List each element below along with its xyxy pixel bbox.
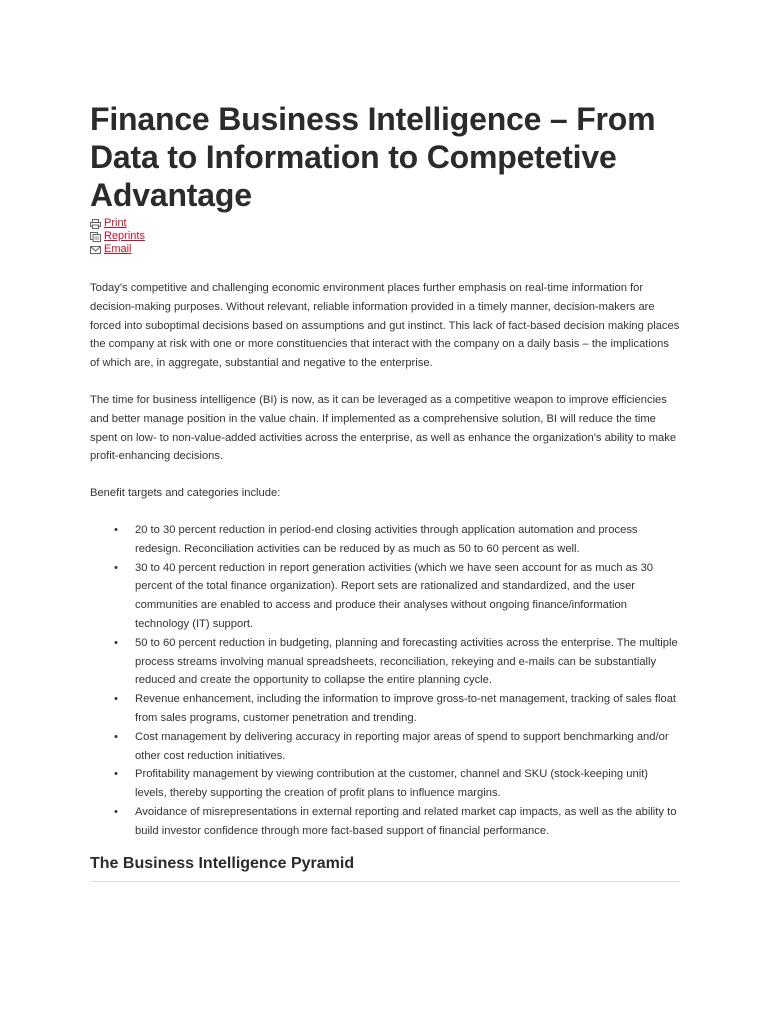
- email-link[interactable]: Email: [104, 243, 132, 255]
- bullet: •: [114, 768, 118, 781]
- bullet: •: [114, 636, 118, 649]
- bullet: •: [114, 523, 118, 536]
- list-item: [90, 803, 680, 841]
- list-item-text: Cost management by delivering accuracy in reporting major areas of spend to support benchmarking and/or other cost reduction initiatives.: [135, 730, 669, 762]
- print-tool[interactable]: [90, 217, 680, 230]
- printer-icon: [90, 219, 101, 229]
- email-tool[interactable]: [90, 243, 680, 256]
- list-item: [90, 765, 680, 803]
- list-item: [90, 728, 680, 766]
- paragraph-bi-now: The time for business intelligence (BI) is now, as it can be leveraged as a competitive weapon to improve efficiencies and better manage position in the value chain. If implemented as a comprehensive solution, BI will reduce the time spent on low- to non-value-added activities across the enterprise, as well as enhance the organization's ability to make profit-enhancing decisions.: [90, 393, 677, 463]
- article-tools: [90, 217, 680, 256]
- list-item: [90, 690, 680, 728]
- reprints-tool[interactable]: [90, 230, 680, 243]
- benefits-list: [90, 521, 680, 841]
- list-item-text: 20 to 30 percent reduction in period-end closing activities through application automation and process redesign. Reconciliation activities can be reduced by as much as 50 to 60 percent as well.: [135, 523, 638, 555]
- list-item: [90, 521, 680, 559]
- paragraph-benefit-intro: Benefit targets and categories include:: [90, 487, 281, 500]
- list-item-text: Revenue enhancement, including the information to improve gross-to-net management, tracking of sales float from sales programs, customer penetration and trending.: [135, 693, 677, 724]
- section-heading: The Business Intelligence Pyramid: [90, 849, 680, 882]
- reprints-icon: [90, 232, 101, 242]
- paragraph-intro: Today's competitive and challenging economic environment places further emphasis on real-time information for decision-making purposes. Without relevant, reliable information provided in a timely manner, decision-makers are forced into suboptimal decisions based on assumptions and gut instinct. This lack of fact-based decision making places the company at risk with one or more constituencies that interact with the company on a daily basis – the implications of which are, in aggregate, substantial and negative to the enterprise.: [90, 282, 680, 370]
- bullet: •: [114, 805, 118, 818]
- list-item-text: 50 to 60 percent reduction in budgeting, planning and forecasting activities across the enterprise. The multiple process streams involving manual spreadsheets, reconciliation, rekeying and e-mails can be substantially reduced and create the opportunity to collapse the entire planning cycle.: [135, 636, 678, 687]
- list-item-text: Avoidance of misrepresentations in external reporting and related market cap impacts, as well as the ability to build investor confidence through more fact-based support of financial performance.: [135, 805, 677, 837]
- envelope-icon: [90, 245, 101, 255]
- bullet: •: [114, 730, 118, 743]
- bullet: •: [114, 561, 118, 574]
- list-item: [90, 634, 680, 690]
- list-item-text: Profitability management by viewing contribution at the customer, channel and SKU (stock-keeping unit) levels, thereby supporting the creation of profit plans to influence margins.: [135, 768, 649, 800]
- reprints-link[interactable]: Reprints: [104, 230, 145, 242]
- article: [90, 100, 680, 882]
- bullet: •: [114, 693, 118, 706]
- print-link[interactable]: Print: [104, 217, 127, 229]
- list-item-text: 30 to 40 percent reduction in report generation activities (which we have seen account for as much as 30 percent of the total finance organization). Report sets are rationalized and standardized, and the user communities are enabled to access and produce their analyses without ongoing finance/information technology (IT) support.: [135, 561, 654, 630]
- article-title: Finance Business Intelligence – From Data to Information to Competetive Advantage: [90, 101, 656, 213]
- list-item: [90, 559, 680, 634]
